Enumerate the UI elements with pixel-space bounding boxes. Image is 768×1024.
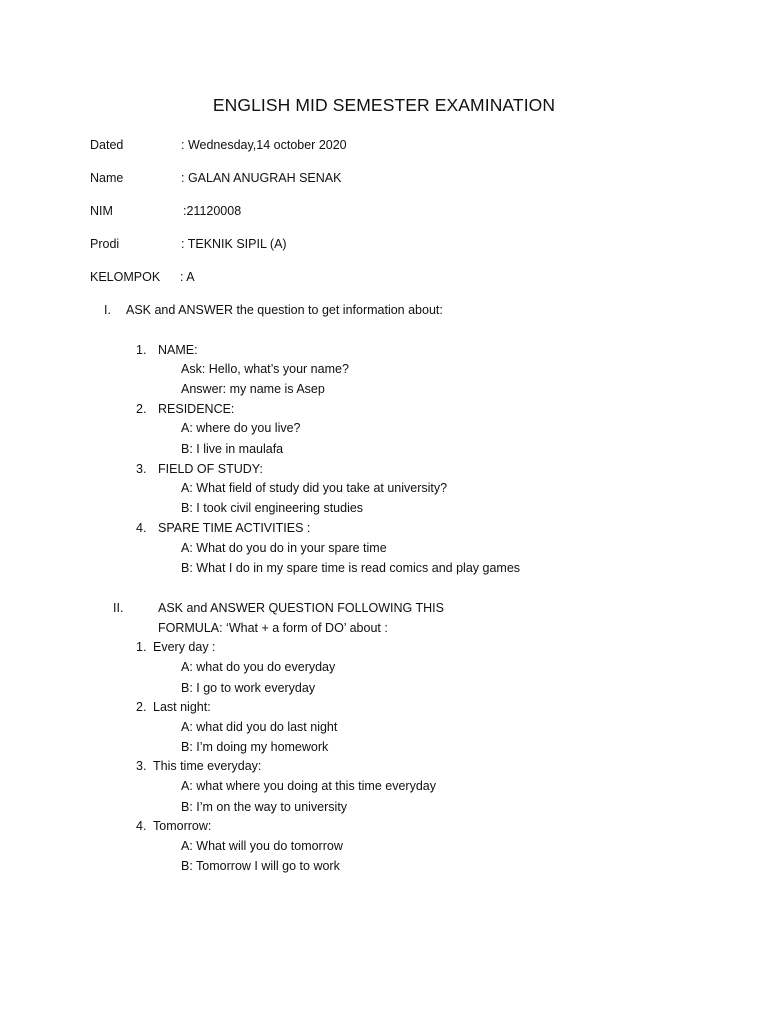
list-item-answer: B: Tomorrow I will go to work — [181, 859, 340, 873]
list-item-number: 2. — [136, 402, 147, 416]
info-label-name: Name — [90, 171, 124, 185]
list-item-answer: B: I’m on the way to university — [181, 800, 348, 814]
list-item-title: Last night: — [153, 700, 211, 714]
section-2-heading-line2: FORMULA: ‘What + a form of DO’ about : — [158, 621, 388, 635]
list-item-number: 4. — [136, 521, 147, 535]
list-item-answer: B: I’m doing my homework — [181, 740, 329, 754]
info-value-prodi: : TEKNIK SIPIL (A) — [181, 237, 287, 251]
list-item-question: A: what did you do last night — [181, 720, 338, 734]
list-item-question: A: what do you do everyday — [181, 660, 336, 674]
section-2-heading-line1: ASK and ANSWER QUESTION FOLLOWING THIS — [158, 601, 444, 615]
info-value-kelompok: : A — [180, 270, 195, 284]
list-item-title: FIELD OF STUDY: — [158, 462, 263, 476]
list-item-answer: Answer: my name is Asep — [181, 382, 325, 396]
list-item-question: Ask: Hello, what’s your name? — [181, 362, 349, 376]
list-item-question: A: What will you do tomorrow — [181, 839, 343, 853]
info-label-dated: Dated — [90, 138, 124, 152]
section-1-numeral: I. — [104, 303, 111, 317]
list-item-answer: B: I live in maulafa — [181, 442, 284, 456]
list-item-title: Every day : — [153, 640, 216, 654]
list-item-number: 1. — [136, 640, 147, 654]
list-item-question: A: where do you live? — [181, 421, 301, 435]
list-item-number: 3. — [136, 759, 147, 773]
list-item-title: SPARE TIME ACTIVITIES : — [158, 521, 311, 535]
list-item-title: NAME: — [158, 343, 198, 357]
list-item-answer: B: I go to work everyday — [181, 681, 316, 695]
document-title: ENGLISH MID SEMESTER EXAMINATION — [212, 95, 556, 115]
info-value-nim: :21120008 — [183, 204, 242, 218]
list-item-title: Tomorrow: — [153, 819, 212, 833]
list-item-question: A: what where you doing at this time everyday — [181, 779, 436, 793]
info-value-dated: : Wednesday,14 october 2020 — [181, 138, 347, 152]
section-1-heading: ASK and ANSWER the question to get information about: — [126, 303, 443, 317]
list-item-answer: B: What I do in my spare time is read comics and play games — [181, 561, 521, 575]
list-item-question: A: What do you do in your spare time — [181, 541, 387, 555]
list-item-number: 4. — [136, 819, 147, 833]
section-2-numeral: II. — [113, 601, 124, 615]
list-item-number: 1. — [136, 343, 147, 357]
info-label-kelompok: KELOMPOK — [90, 270, 161, 284]
list-item-question: A: What field of study did you take at university? — [181, 481, 448, 495]
list-item-answer: B: I took civil engineering studies — [181, 501, 364, 515]
list-item-title: RESIDENCE: — [158, 402, 235, 416]
info-label-prodi: Prodi — [90, 237, 120, 251]
list-item-number: 3. — [136, 462, 147, 476]
list-item-title: This time everyday: — [153, 759, 262, 773]
list-item-number: 2. — [136, 700, 147, 714]
info-label-nim: NIM — [90, 204, 113, 218]
info-value-name: : GALAN ANUGRAH SENAK — [181, 171, 342, 185]
